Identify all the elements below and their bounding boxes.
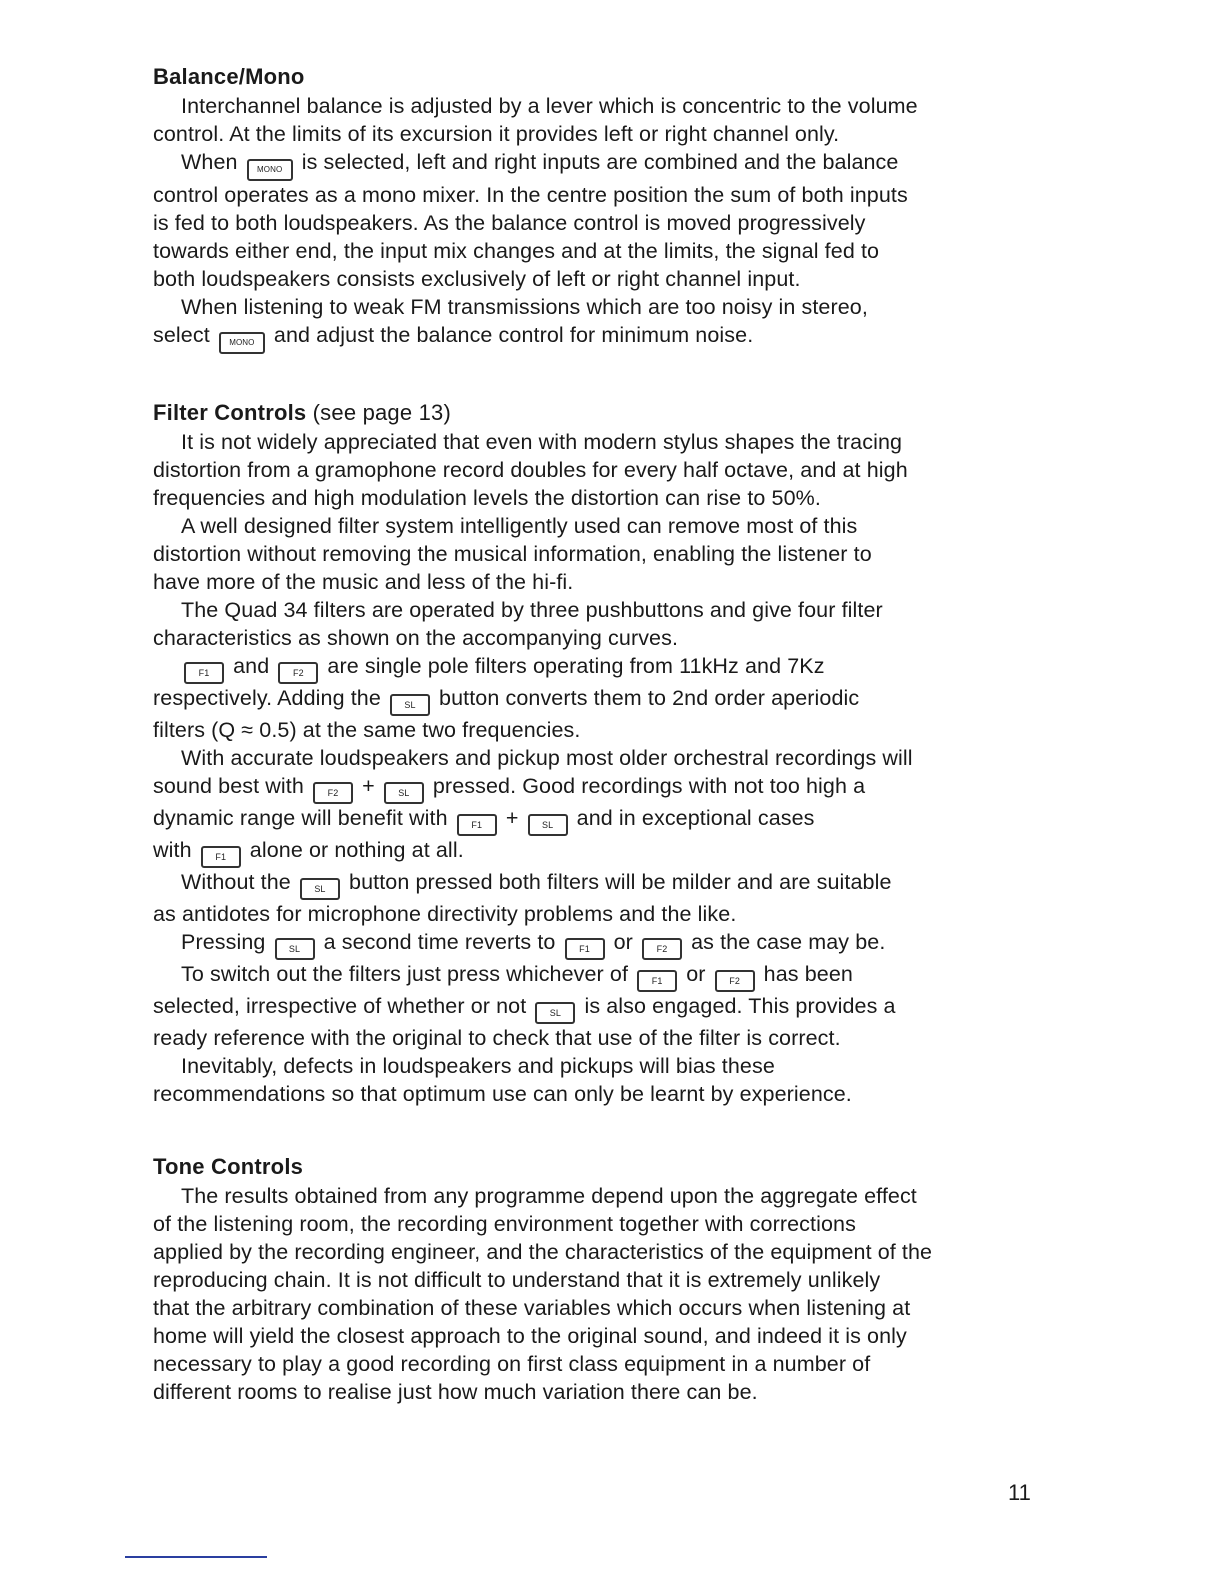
text-fragment: When xyxy=(181,150,238,174)
text-line xyxy=(153,836,1068,868)
text-fragment: and adjust the balance control for minimum noise. xyxy=(273,323,754,347)
f1-button-icon: F1 xyxy=(637,970,677,992)
text-fragment: respectively. Adding the xyxy=(153,686,381,710)
f2-button-icon: F2 xyxy=(313,782,353,804)
text-fragment: a second time reverts to xyxy=(323,930,556,954)
text-line: home will yield the closest approach to the original sound, and indeed it is only xyxy=(153,1324,907,1348)
text-line: It is not widely appreciated that even with modern stylus shapes the tracing xyxy=(181,430,903,454)
f2-button-icon: F2 xyxy=(278,662,318,684)
text-line: control. At the limits of its excursion it provides left or right channel only. xyxy=(153,122,840,146)
text-fragment: + xyxy=(362,774,375,798)
text-line: A well designed filter system intelligently used can remove most of this xyxy=(181,514,858,538)
section-filter-controls xyxy=(153,398,1068,1108)
text-fragment: or xyxy=(613,930,633,954)
sl-button-icon: SL xyxy=(528,814,568,836)
sl-button-icon: SL xyxy=(535,1002,575,1024)
text-fragment: with xyxy=(153,838,192,862)
text-line: different rooms to realise just how much variation there can be. xyxy=(153,1380,758,1404)
text-line: Inevitably, defects in loudspeakers and pickups will bias these xyxy=(181,1054,775,1078)
text-fragment: sound best with xyxy=(153,774,304,798)
text-line xyxy=(153,148,1068,181)
text-line: control operates as a mono mixer. In the centre position the sum of both inputs xyxy=(153,183,908,207)
text-line: reproducing chain. It is not difficult to understand that it is extremely unlikely xyxy=(153,1268,881,1292)
text-fragment: button pressed both filters will be milder and are suitable xyxy=(349,870,892,894)
manual-page xyxy=(153,62,1068,1450)
text-fragment: Without the xyxy=(181,870,291,894)
f2-button-icon: F2 xyxy=(642,938,682,960)
text-line: distortion without removing the musical information, enabling the listener to xyxy=(153,542,872,566)
text-line: is fed to both loudspeakers. As the balance control is moved progressively xyxy=(153,211,866,235)
section-balance-mono xyxy=(153,62,1068,354)
text-fragment: select xyxy=(153,323,210,347)
text-fragment: selected, irrespective of whether or not xyxy=(153,994,527,1018)
text-line xyxy=(153,928,1068,960)
text-line: applied by the recording engineer, and the characteristics of the equipment of the xyxy=(153,1240,933,1264)
text-line xyxy=(153,992,1068,1024)
text-fragment: To switch out the filters just press whichever of xyxy=(181,962,629,986)
text-line: that the arbitrary combination of these variables which occurs when listening at xyxy=(153,1296,911,1320)
text-line xyxy=(153,772,1068,804)
f2-button-icon: F2 xyxy=(715,970,755,992)
mono-button-icon: MONO xyxy=(247,159,293,181)
text-line xyxy=(153,684,1068,716)
text-fragment: dynamic range will benefit with xyxy=(153,806,448,830)
text-line xyxy=(153,804,1068,836)
page-number: 11 xyxy=(1008,1480,1031,1505)
text-line: filters (Q ≈ 0.5) at the same two frequencies. xyxy=(153,718,581,742)
section-tone-controls xyxy=(153,1152,1068,1406)
text-line xyxy=(153,960,1068,992)
text-line: as antidotes for microphone directivity problems and the like. xyxy=(153,902,737,926)
filter-controls-title: Filter Controls xyxy=(153,400,307,425)
text-line xyxy=(153,868,1068,900)
text-line: have more of the music and less of the hi-fi. xyxy=(153,570,574,594)
text-line: necessary to play a good recording on first class equipment in a number of xyxy=(153,1352,871,1376)
text-line: distortion from a gramophone record doubles for every half octave, and at high xyxy=(153,458,908,482)
sl-button-icon: SL xyxy=(384,782,424,804)
text-line: characteristics as shown on the accompanying curves. xyxy=(153,626,679,650)
text-line: frequencies and high modulation levels the distortion can rise to 50%. xyxy=(153,486,821,510)
sl-button-icon: SL xyxy=(390,694,430,716)
text-fragment: + xyxy=(505,806,519,830)
sl-button-icon: SL xyxy=(300,878,340,900)
text-fragment: and xyxy=(233,654,270,678)
text-line: towards either end, the input mix changes and at the limits, the signal fed to xyxy=(153,239,880,263)
text-line xyxy=(153,652,1068,684)
text-line: Interchannel balance is adjusted by a lever which is concentric to the volume xyxy=(181,94,918,118)
balance-mono-heading: Balance/Mono xyxy=(153,64,305,89)
text-fragment: pressed. Good recordings with not too high a xyxy=(432,774,866,798)
text-fragment: and in exceptional cases xyxy=(576,806,815,830)
text-line: ready reference with the original to check that use of the filter is correct. xyxy=(153,1026,841,1050)
mono-button-icon: MONO xyxy=(219,332,265,354)
text-fragment: is selected, left and right inputs are combined and the balance xyxy=(301,150,899,174)
text-line: With accurate loudspeakers and pickup most older orchestral recordings will xyxy=(181,746,913,770)
f1-button-icon: F1 xyxy=(201,846,241,868)
text-line: of the listening room, the recording environment together with corrections xyxy=(153,1212,856,1236)
text-line: When listening to weak FM transmissions which are too noisy in stereo, xyxy=(181,295,868,319)
text-line: recommendations so that optimum use can only be learnt by experience. xyxy=(153,1082,852,1106)
text-line: The results obtained from any programme depend upon the aggregate effect xyxy=(181,1184,917,1208)
text-fragment: button converts them to 2nd order aperiodic xyxy=(439,686,860,710)
filter-controls-page-ref: (see page 13) xyxy=(312,400,452,425)
text-fragment: are single pole filters operating from 11kHz and 7Kz xyxy=(327,654,825,678)
text-fragment: as the case may be. xyxy=(691,930,886,954)
text-fragment: has been xyxy=(763,962,853,986)
f1-button-icon: F1 xyxy=(457,814,497,836)
text-line xyxy=(153,321,1068,354)
text-fragment: Pressing xyxy=(181,930,266,954)
tone-controls-heading: Tone Controls xyxy=(153,1154,304,1179)
f1-button-icon: F1 xyxy=(565,938,605,960)
text-fragment: alone or nothing at all. xyxy=(249,838,464,862)
footer-rule xyxy=(125,1556,267,1558)
text-fragment: or xyxy=(686,962,706,986)
text-fragment: is also engaged. This provides a xyxy=(584,994,896,1018)
f1-button-icon: F1 xyxy=(184,662,224,684)
filter-controls-heading xyxy=(153,398,1068,428)
text-line: The Quad 34 filters are operated by three pushbuttons and give four filter xyxy=(181,598,883,622)
sl-button-icon: SL xyxy=(275,938,315,960)
text-line: both loudspeakers consists exclusively of left or right channel input. xyxy=(153,267,801,291)
